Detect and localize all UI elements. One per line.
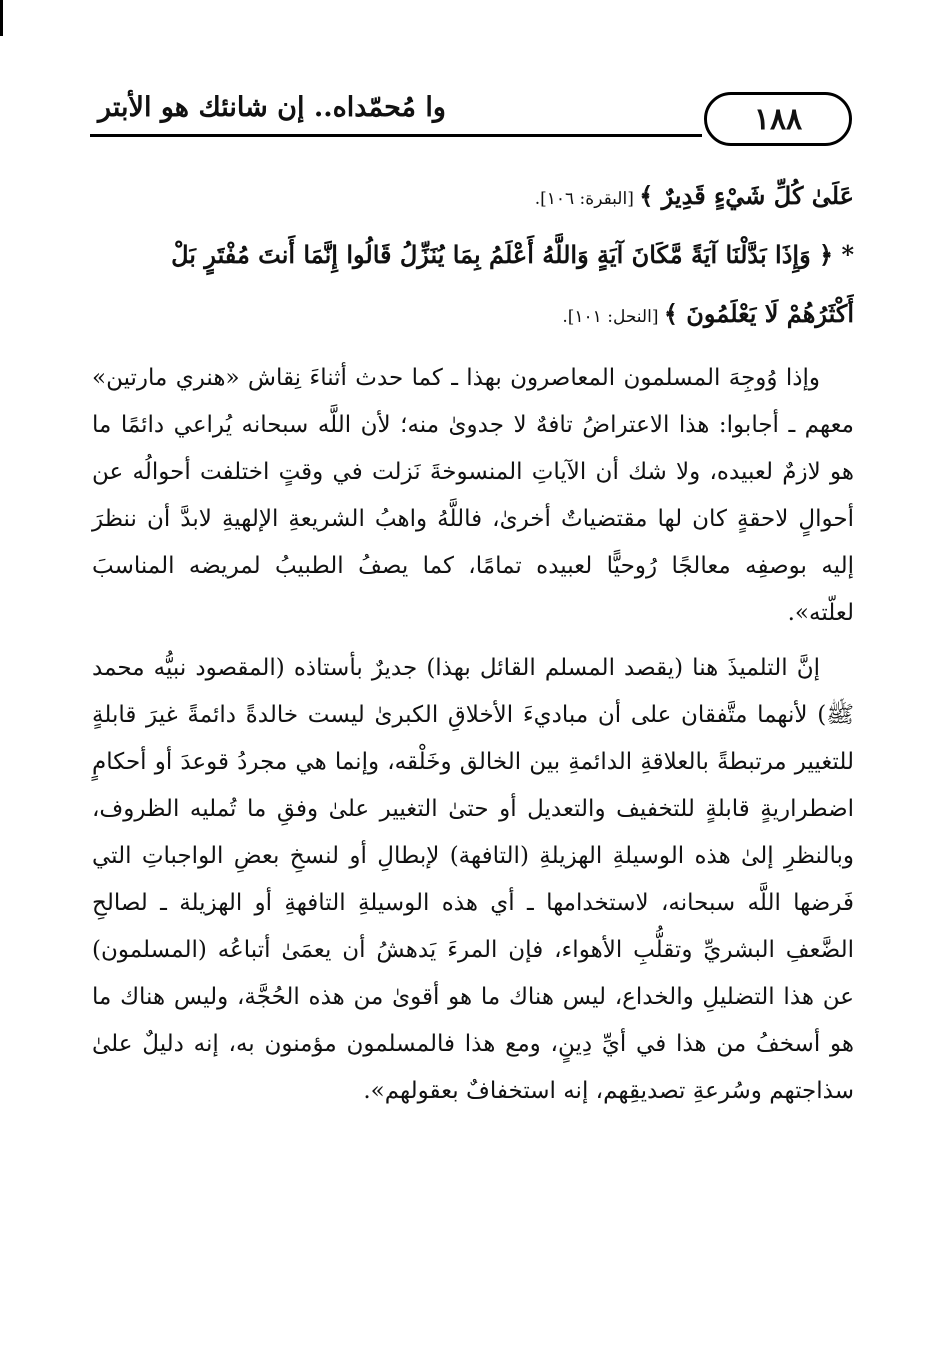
page-number: ١٨٨ [704, 92, 852, 146]
verse-line [92, 168, 854, 227]
body-paragraph: وإذا وُوجِهَ المسلمون المعاصرون بهذا ـ كما حدث أثناءَ نِقاش «هنري مارتين» معهم ـ أجابوا: هذا الاعتراضُ تافهٌ لا جدوىٰ منه؛ لأن اللَّه سبحانه يُراعي دائمًا ما هو لازمٌ لعبيده، ولا شك أن الآياتِ المنسوخةَ نَزلت في وقتٍ اختلفت أحوالُه عن أحوالٍ لاحقةٍ كان لها مقتضياتٌ أخرىٰ، فاللَّهُ واهبُ الشريعةِ الإلهيةِ لابدَّ أن ننظرَ إليه بوصفِه معالجًا رُوحيًّا لعبيده تمامًا، كما يصفُ الطبيبُ لمريضه المناسبَ لعلّته». [92, 365, 854, 626]
body-paragraph: إنَّ التلميذَ هنا (يقصد المسلم القائل بهذا) جديرٌ بأستاذه (المقصود نبيُّه محمد ﷺ) لأنهما متَّفقان على أن مباديءَ الأخلاقِ الكبرىٰ ليست خالدةً دائمةً غيرَ قابلةٍ للتغيير مرتبطةً بالعلاقةِ الدائمةِ بين الخالق وخَلْقه، وإنما هي مجردُ قوعدَ أو أحكامٍ اضطراريةٍ قابلةٍ للتخفيف والتعديل أو حتىٰ التغيير علىٰ وفقِ ما تُمليه الظروف، وبالنظرِ إلىٰ هذه الوسيلةِ الهزيلةِ (التافهة) لإبطالِ أو لنسخِ بعضِ الواجباتِ التي فَرضها اللَّه سبحانه، لاستخدامها ـ أي هذه الوسيلةِ التافهةِ أو الهزيلة ـ لصالحِ الضَّعفِ البشريِّ وتقلُّبِ الأهواء، فإن المرءَ يَدهشُ أن يعمَىٰ أتباعُه (المسلمون) عن هذا التضليلِ والخداع، ليس هناك ما هو أقوىٰ من هذه الحُجَّة، وليس هناك ما هو أسخفُ من هذا في أيِّ دِينٍ، ومع هذا فالمسلمون مؤمنون به، إنه دليلٌ علىٰ سذاجتهم وسُرعةِ تصديقِهم، إنه استخفافٌ بعقولهم». [92, 655, 854, 1104]
verse-text: عَلَىٰ كُلِّ شَيْءٍ قَدِيرٌ ﴾ [639, 181, 854, 210]
verse-line [92, 227, 854, 286]
verse-text: أَكْثَرُهُمْ لَا يَعْلَمُونَ ﴾ [663, 299, 854, 328]
verse-text: * ﴿ وَإِذَا بَدَّلْنَا آيَةً مَّكَانَ آيَةٍ وَاللَّهُ أَعْلَمُ بِمَا يُنَزِّلُ قَالُوا إِنَّمَا أَنتَ مُفْتَرٍ بَلْ [171, 240, 854, 269]
page-body [92, 168, 854, 1343]
page-edge-mark [0, 0, 3, 36]
verse-line [92, 286, 854, 345]
running-title: وا مُحمّداه.. إن شانئك هو الأبتر [98, 92, 446, 123]
verse-reference: [البقرة: ١٠٦]. [534, 189, 640, 209]
verse-reference: [النحل: ١٠١]. [562, 307, 664, 327]
page-header [90, 82, 852, 158]
header-rule [90, 134, 702, 137]
